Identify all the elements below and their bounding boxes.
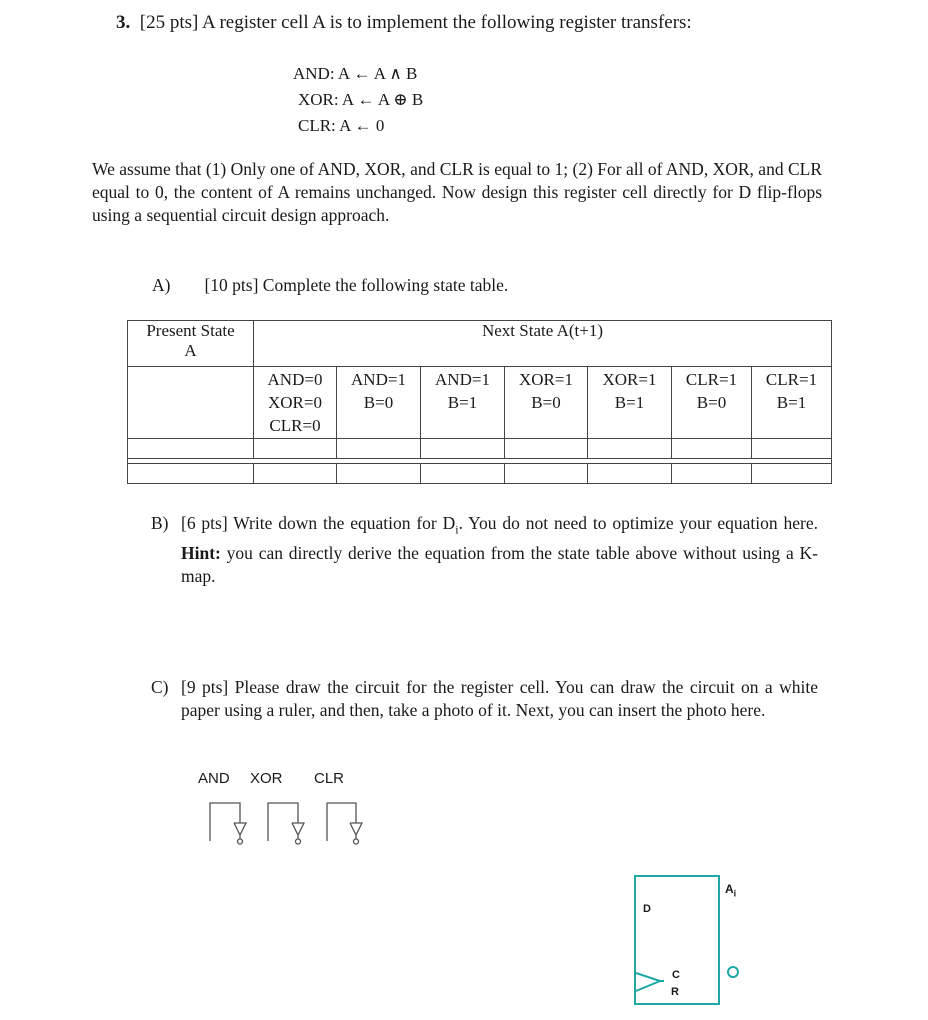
clr-input-symbol[interactable] — [327, 803, 362, 844]
table-cell[interactable] — [254, 464, 337, 484]
table-cell[interactable] — [588, 464, 672, 484]
part-c — [151, 676, 821, 748]
col-header-xor-b1: XOR=1 B=1 — [588, 367, 672, 439]
output-bubble-icon — [718, 962, 748, 982]
table-cell[interactable] — [128, 367, 254, 439]
table-cell[interactable] — [337, 464, 421, 484]
transfer-xor: XOR: A ← A ⊕ B — [298, 90, 424, 109]
xor-input-symbol[interactable] — [268, 803, 304, 844]
ff-c-pin: C — [672, 969, 680, 981]
and-input-symbol[interactable] — [210, 803, 246, 844]
table-cell[interactable] — [254, 439, 337, 459]
table-cell[interactable] — [128, 464, 254, 484]
part-a-text: [10 pts] Complete the following state table. — [204, 275, 509, 295]
question-heading — [116, 12, 692, 34]
question-text: A register cell A is to implement the following register transfers: — [202, 12, 692, 33]
state-table — [127, 320, 832, 484]
table-cell[interactable] — [421, 464, 505, 484]
col-header-xor-b0: XOR=1 B=0 — [505, 367, 588, 439]
transfer-and: AND: A ← A ∧ B — [293, 64, 418, 83]
table-row — [128, 439, 832, 459]
hint-label: Hint: — [181, 542, 221, 563]
part-b — [151, 512, 821, 584]
part-b-label: B) — [151, 513, 169, 533]
table-cell[interactable] — [505, 439, 588, 459]
part-b-text: [6 pts] Write down the equation for $D_i$. You do not need to optimize your equation here. Hint: you can directly derive the equation from the state table above without using a K-map. — [181, 513, 818, 586]
signal-label-clr: CLR — [314, 770, 345, 787]
col-header-idle: AND=0 XOR=0 CLR=0 — [254, 367, 337, 439]
signal-label-and: AND — [198, 770, 230, 787]
transfer-clr: CLR: A ← 0 — [298, 116, 385, 135]
signal-inputs — [200, 795, 380, 855]
table-cell[interactable] — [672, 439, 752, 459]
ff-output-label: $A_i$ — [725, 882, 737, 899]
d-flip-flop[interactable] — [634, 875, 720, 1005]
table-row — [128, 464, 832, 484]
table-cell[interactable] — [128, 439, 254, 459]
table-cell[interactable] — [421, 439, 505, 459]
table-cell[interactable] — [752, 439, 832, 459]
col-header-clr-b0: CLR=1 B=0 — [672, 367, 752, 439]
part-c-text: [9 pts] Please draw the circuit for the register cell. You can draw the circuit on a white paper using a ruler, and then, take a photo of it. Next, you can insert the photo here. — [181, 677, 818, 720]
question-number: 3. — [116, 12, 131, 33]
present-state-header: Present State A — [128, 321, 254, 367]
table-cell[interactable] — [752, 464, 832, 484]
table-cell[interactable] — [337, 439, 421, 459]
col-header-clr-b1: CLR=1 B=1 — [752, 367, 832, 439]
assumption-paragraph: We assume that (1) Only one of AND, XOR, and CLR is equal to 1; (2) For all of AND, XOR, and CLR equal to 0, the content of A remains unchanged. Now design this register cell directly for D flip-flops using a sequential circuit design approach. — [92, 159, 822, 225]
part-a-label: A) — [152, 275, 171, 295]
next-state-header: Next State A(t+1) — [254, 321, 832, 367]
ff-d-pin: D — [643, 903, 651, 915]
signal-label-xor: XOR — [250, 770, 283, 787]
question-points: [25 pts] — [139, 12, 199, 33]
ff-r-pin: R — [671, 986, 679, 998]
part-a — [152, 275, 508, 296]
table-cell[interactable] — [588, 439, 672, 459]
part-c-label: C) — [151, 677, 169, 697]
table-cell[interactable] — [505, 464, 588, 484]
table-cell[interactable] — [672, 464, 752, 484]
col-header-and-b1: AND=1 B=1 — [421, 367, 505, 439]
clock-edge-icon — [634, 967, 664, 997]
col-header-and-b0: AND=1 B=0 — [337, 367, 421, 439]
